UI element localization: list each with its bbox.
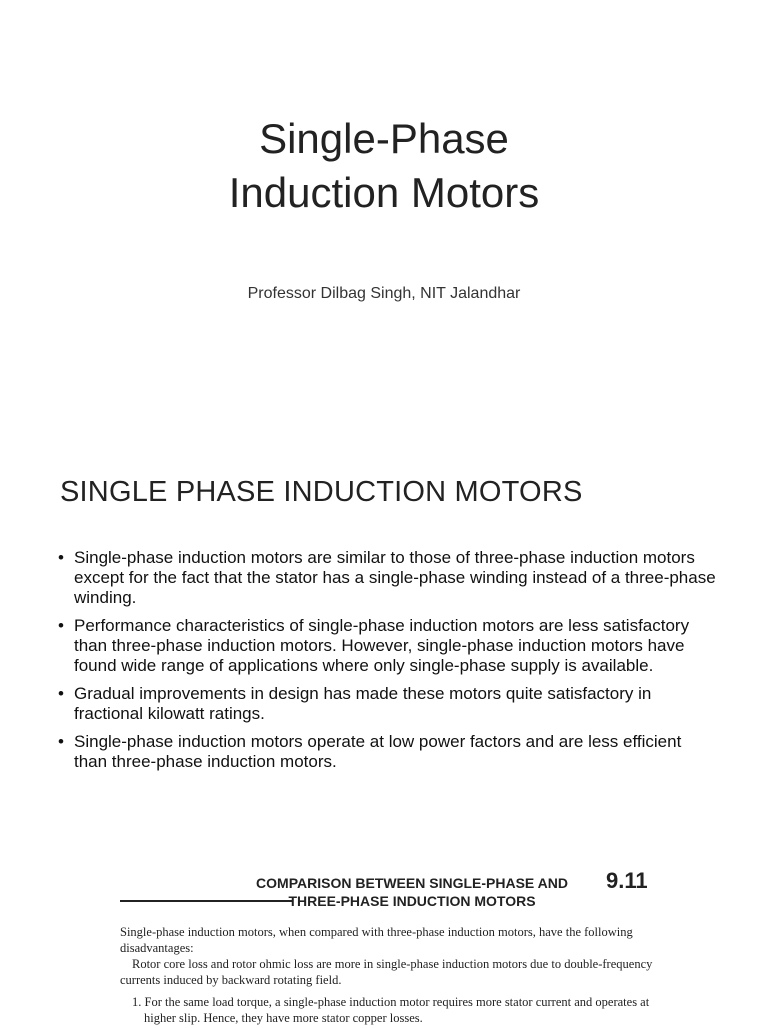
bullet-item: • Single-phase induction motors operate at low power factors and are less efficient than three-phase induction motors.: [58, 732, 718, 772]
excerpt-paragraph: Rotor core loss and rotor ohmic loss are more in single-phase induction motors due to double-frequency currents induced by backward rotating field.: [120, 957, 653, 987]
title-slide: [0, 0, 768, 400]
excerpt-heading-line-2: THREE-PHASE INDUCTION MOTORS: [288, 893, 536, 909]
textbook-excerpt-image: [112, 868, 672, 1028]
title-line-2: Induction Motors: [228, 169, 540, 216]
section-number: 9.11: [606, 868, 648, 893]
bullet-item: • Single-phase induction motors are similar to those of three-phase induction motors except for the fact that the stator has a single-phase winding instead of a three-phase winding.: [58, 548, 718, 608]
author-subtitle: Professor Dilbag Singh, NIT Jalandhar: [247, 285, 521, 302]
excerpt-body: [120, 924, 660, 1026]
excerpt-paragraph: Single-phase induction motors, when compared with three-phase induction motors, have the following disadvantages:: [120, 925, 633, 955]
content-slide: [0, 400, 768, 1024]
slide-heading: SINGLE PHASE INDUCTION MOTORS: [60, 476, 583, 508]
title-line-1: Single-Phase: [259, 115, 509, 162]
slide-title: [0, 112, 768, 220]
excerpt-list-item: 1. For the same load torque, a single-phase induction motor requires more stator current and operates at higher slip. Hence, they have more stator copper losses.: [132, 995, 650, 1025]
bullet-item: • Gradual improvements in design has made these motors quite satisfactory in fractional kilowatt ratings.: [58, 684, 718, 724]
excerpt-heading: [232, 874, 592, 910]
excerpt-heading-line-1: COMPARISON BETWEEN SINGLE-PHASE AND: [256, 875, 568, 891]
bullet-item: • Performance characteristics of single-phase induction motors are less satisfactory than three-phase induction motors. However, single-phase induction motors have found wide range of applications where only single-phase supply is available.: [58, 616, 718, 676]
bullet-list: [58, 548, 718, 780]
